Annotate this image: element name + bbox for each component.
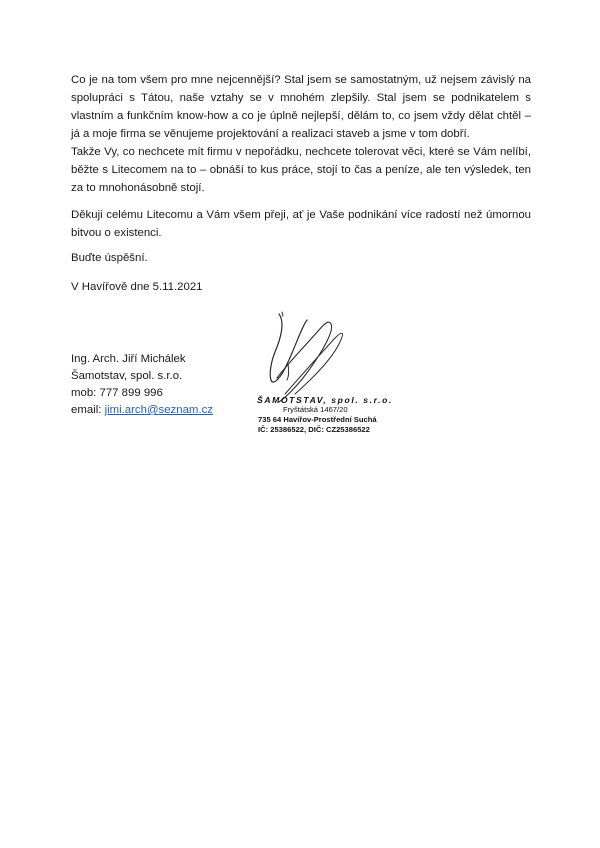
stamp-street: Fryštátská 1467/20 (283, 405, 348, 414)
signatory-company: Šamotstav, spol. s.r.o. (71, 370, 183, 382)
paragraph-text: Takže Vy, co nechcete mít firmu v nepořádku, nechcete tolerovat věci, které se Vám nelíbí, běžte s Litecomem na to – obnáší to kus práce, stojí to čas a peníze, ale ten výsledek, ten za to mnohonásobně stojí. (71, 146, 531, 194)
stamp-company: ŠAMOTSTAV, spol. s.r.o. (257, 395, 393, 405)
closing-line (71, 249, 531, 267)
paragraph-call-to-action (71, 143, 531, 197)
stamp-city: 735 64 Havířov-Prostřední Suchá (258, 415, 377, 424)
handwritten-signature (255, 308, 365, 408)
signatory-mobile: mob: 777 899 996 (71, 387, 163, 399)
paragraph-text: Co je na tom všem pro mne nejcennější? Stal jsem se samostatným, už nejsem závislý na spolupráci s Tátou, naše vztahy se v mnohém zlepšily. Stal jsem se podnikatelem s vlastním a funkčním know-how a co je úplně nejlepší, dělám to, co jsem vždy dělat chtěl – já a moje firma se věnujeme projektování a realizaci staveb a jsme v tom dobří. (71, 74, 531, 140)
place-date-text: V Havířově dne 5.11.2021 (71, 281, 203, 293)
signatory-name: Ing. Arch. Jiří Michálek (71, 353, 186, 365)
place-and-date (71, 278, 531, 296)
email-label: email: (71, 404, 105, 416)
stamp-ids: IČ: 25386522, DIČ: CZ25386522 (258, 425, 370, 434)
paragraph-thanks (71, 206, 531, 242)
paragraph-most-valuable (71, 71, 531, 143)
closing-text: Buďte úspěšní. (71, 252, 148, 264)
paragraph-text: Děkuji celému Litecomu a Vám všem přeji, ať je Vaše podnikání více radostí než úmornou bitvou o existenci. (71, 209, 531, 239)
email-link[interactable]: jimi.arch@seznam.cz (104, 404, 213, 416)
company-stamp (257, 395, 393, 435)
